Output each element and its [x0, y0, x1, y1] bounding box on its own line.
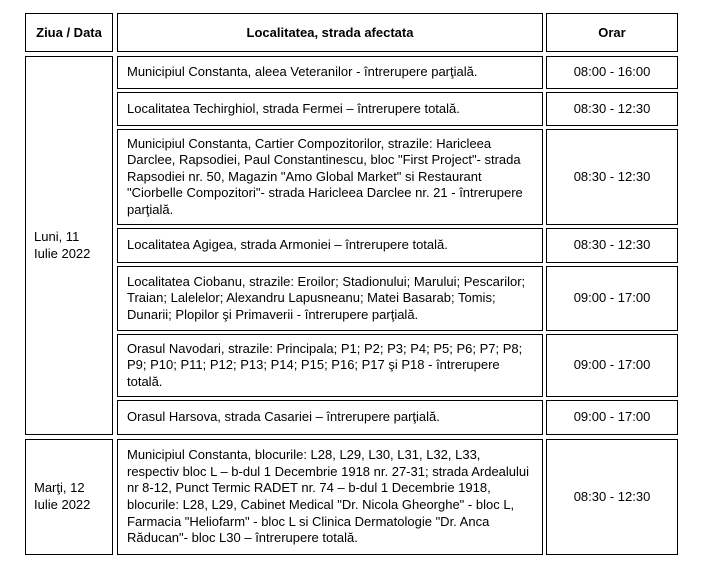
location-cell — [117, 266, 543, 331]
location-cell-text: Municipiul Constanta, Cartier Compozitorilor, strazile: Haricleea Darclee, Rapsodiei, Paul Constantinescu, bloc "First Project"- strada Rapsodiei nr. 50, Magazin "Amo Global Market" si Restaurant "Ciorbelle Compozitori"- strada Haricleea Darclee nr. 21 - întrerupere parţială. — [127, 135, 523, 217]
location-cell — [117, 129, 543, 225]
header-location-text: Localitatea, strada afectata — [246, 25, 414, 40]
date-cell-text: Luni, 11 Iulie 2022 — [34, 228, 91, 261]
time-cell-text: 08:30 - 12:30 — [573, 488, 651, 504]
time-cell — [546, 228, 678, 263]
time-cell-text: 08:00 - 16:00 — [573, 64, 651, 80]
location-cell — [117, 334, 543, 397]
date-cell-text: Marţi, 12 Iulie 2022 — [34, 480, 91, 512]
location-cell-text: Municipiul Constanta, aleea Veteranilor - întrerupere parţială. — [127, 64, 478, 80]
time-cell — [546, 334, 678, 397]
date-cell — [25, 439, 113, 555]
location-cell-text: Orasul Harsova, strada Casariei – întrerupere parţială. — [127, 409, 440, 425]
location-cell-text: Localitatea Techirghiol, strada Fermei – întrerupere totală. — [127, 100, 460, 116]
header-location — [117, 13, 543, 52]
location-cell-text: Localitatea Agigea, strada Armoniei – întrerupere totală. — [127, 237, 448, 253]
date-cell — [25, 56, 113, 435]
time-cell-text: 09:00 - 17:00 — [573, 409, 651, 425]
header-date — [25, 13, 113, 52]
time-cell-text: 08:30 - 12:30 — [573, 237, 651, 253]
location-cell — [117, 92, 543, 126]
time-cell — [546, 266, 678, 331]
location-cell — [117, 56, 543, 89]
header-date-text: Ziua / Data — [36, 25, 102, 40]
location-cell-text: Municipiul Constanta, blocurile: L28, L29, L30, L31, L32, L33, respectiv bloc L – b-dul 1 Decembrie 1918 nr. 27-31; strada Ardealului nr 8-12, Punct Termic RADET nr. 74 – b-dul 1 Decembrie 1918, blocurile: L28, L29, Cabinet Medical "Dr. Nicola Gheorghe" - bloc L, Farmacia "Heliofarm" - bloc L si Clinica Dermatologie "Dr. Anca Răducan"- bloc L30 – întrerupere totală. — [127, 447, 530, 546]
time-cell-text: 09:00 - 17:00 — [573, 290, 651, 306]
header-time-text: Orar — [598, 25, 626, 40]
location-cell — [117, 439, 543, 555]
time-cell — [546, 92, 678, 126]
time-cell-text: 08:30 - 12:30 — [573, 168, 651, 184]
location-cell — [117, 228, 543, 263]
location-cell-text: Orasul Navodari, strazile: Principala; P1; P2; P3; P4; P5; P6; P7; P8; P9; P10; P11; P12; P13; P14; P15; P16; P17 şi P18 - întrerupere totală. — [127, 340, 523, 389]
location-cell — [117, 400, 543, 435]
time-cell — [546, 129, 678, 225]
time-cell — [546, 400, 678, 435]
header-time — [546, 13, 678, 52]
time-cell — [546, 439, 678, 555]
location-cell-text: Localitatea Ciobanu, strazile: Eroilor; Stadionului; Marului; Pescarilor; Traian; Lalelelor; Alexandru Lapusneanu; Matei Basarab; Tomis; Dunarii; Plopilor şi Primaverii - întrerupere parţială. — [127, 273, 526, 322]
time-cell — [546, 56, 678, 89]
time-cell-text: 09:00 - 17:00 — [573, 357, 651, 373]
time-cell-text: 08:30 - 12:30 — [573, 100, 651, 116]
